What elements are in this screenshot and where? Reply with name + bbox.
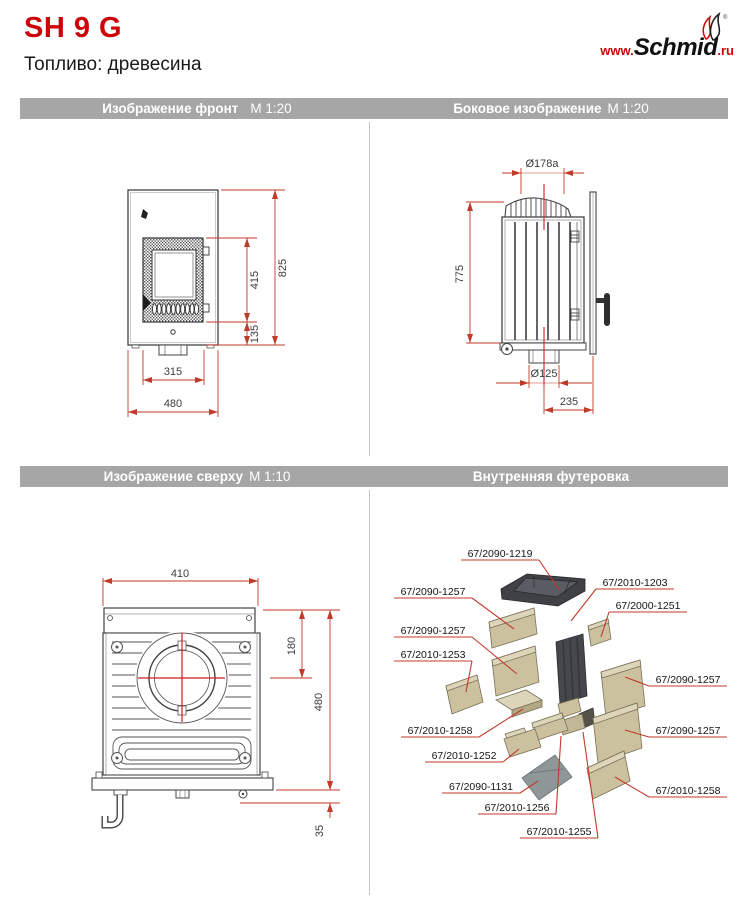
section-bar-top <box>20 98 728 119</box>
lining-label-5: 67/2010-1253 <box>400 649 466 661</box>
section-top-title: Изображение сверху <box>103 469 244 484</box>
lining-label-6: 67/2010-1258 <box>407 725 473 737</box>
lining-part-far-left <box>446 675 483 714</box>
dim-front-base-height: 135 <box>249 324 261 344</box>
door-handle-grip <box>604 293 610 326</box>
dim-front-door-height: 415 <box>249 270 261 290</box>
section-side-header <box>374 98 728 119</box>
dim-side-height: 775 <box>454 264 466 284</box>
lining-part-strip-right <box>588 619 611 646</box>
dim-side-flue-bottom: Ø125 <box>530 368 558 380</box>
lining-label-2: 67/2000-1251 <box>615 600 681 612</box>
dim-side-depth: 235 <box>559 396 579 408</box>
lining-label-13: 67/2010-1258 <box>655 785 721 797</box>
section-lining-title: Внутренняя футеровка <box>472 469 630 484</box>
lining-part-steel-plate <box>522 755 572 800</box>
base-knob <box>176 790 189 798</box>
lining-label-7: 67/2010-1252 <box>431 750 497 762</box>
lining-label-4: 67/2090-1257 <box>400 625 466 637</box>
logo-text <box>600 34 734 62</box>
lining-label-9: 67/2010-1256 <box>484 802 550 814</box>
dim-top-front-protrusion: 35 <box>314 824 326 838</box>
section-lining-header <box>374 466 728 487</box>
top-view-drawing <box>0 490 374 899</box>
lining-part-center-dark <box>556 634 587 704</box>
dim-top-depth: 480 <box>313 692 325 712</box>
front-view-drawing <box>0 122 374 466</box>
schmid-logo <box>600 12 734 64</box>
section-bar-bottom <box>20 466 728 487</box>
door-hinge-top <box>203 247 209 255</box>
section-side-title: Боковое изображение <box>453 101 602 116</box>
logo-www: www. <box>600 43 634 58</box>
lining-exploded-drawing <box>374 490 748 899</box>
lining-label-11: 67/2090-1257 <box>655 674 721 686</box>
section-front-header <box>20 98 374 119</box>
section-front-scale: М 1:20 <box>250 101 292 116</box>
stove-door <box>143 238 209 322</box>
section-front-title: Изображение фронт <box>102 101 239 116</box>
dim-top-width: 410 <box>170 568 190 580</box>
dim-top-flue-offset: 180 <box>286 636 298 656</box>
lining-label-12: 67/2090-1257 <box>655 725 721 737</box>
lining-label-0: 67/2090-1219 <box>467 548 533 560</box>
lining-part-right-bottom <box>587 751 630 799</box>
fuel-subtitle: Топливо: древесина <box>24 54 202 75</box>
logo-name: Schmid <box>633 34 718 61</box>
section-top-scale: М 1:10 <box>249 469 291 484</box>
dim-front-total-width: 480 <box>163 398 183 410</box>
page-title: SH 9 G <box>24 12 123 44</box>
side-view-drawing <box>374 122 748 466</box>
dim-side-flue-top: Ø178a <box>525 158 559 170</box>
lining-label-1: 67/2010-1203 <box>602 577 668 589</box>
front-knob <box>171 330 175 334</box>
lining-label-3: 67/2090-1257 <box>400 586 466 598</box>
dim-front-total-height: 825 <box>277 258 289 278</box>
stove-side-body <box>500 192 610 363</box>
door-hinge-bottom <box>203 304 209 312</box>
section-side-scale: М 1:20 <box>607 101 649 116</box>
door-handle-arm <box>596 298 605 303</box>
lining-part-top-plate <box>501 574 585 606</box>
dim-front-inner-width: 315 <box>163 366 183 378</box>
registered-mark: ® <box>723 15 728 21</box>
base-plate <box>92 778 273 790</box>
logo-tld: .ru <box>717 43 734 58</box>
lining-label-8: 67/2090-1131 <box>448 781 514 793</box>
lining-part-stepped <box>504 728 541 757</box>
lining-part-left-mid <box>492 646 539 696</box>
section-top-header <box>20 466 374 487</box>
lining-label-10: 67/2010-1255 <box>526 826 592 838</box>
